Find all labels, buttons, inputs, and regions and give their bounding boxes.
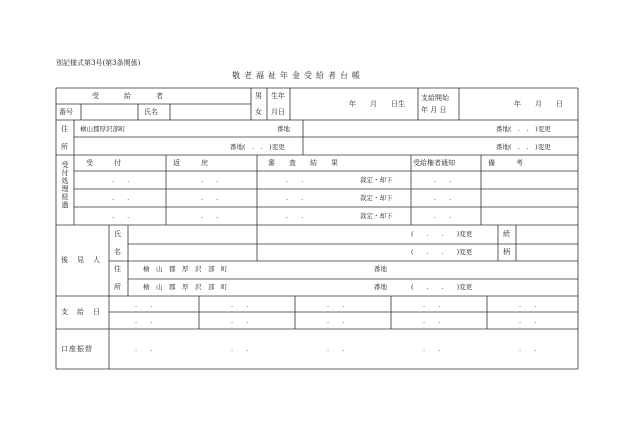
guardian-relation-label: 続 (503, 230, 510, 238)
processing-row-1-received-date: . . (112, 176, 130, 184)
birth-date-value: 年 月 日生 (349, 100, 405, 108)
transfer-date-5: . . (519, 345, 537, 353)
processing-header-received: 受 付 (86, 159, 121, 167)
address-town: 檜山郡厚沢部町 (80, 125, 126, 133)
birth-label-2: 月日 (271, 108, 285, 116)
guardian-name-change-2: ( . . )変更 (411, 248, 473, 256)
guardian-address-town-2: 檜 山 郡 厚 沢 部 町 (143, 283, 228, 291)
processing-row-2-result-date: . . (286, 194, 304, 202)
payment-date-5: . . (519, 301, 537, 309)
address-change-1: 番地( . . )変更 (496, 125, 551, 133)
payment-date-9: . . (423, 317, 441, 325)
guardian-name-label: 氏 (114, 230, 121, 238)
processing-row-3-received-date: . . (112, 212, 130, 220)
address-label: 住 (61, 125, 68, 133)
processing-row-3-result-date: . . (286, 212, 304, 220)
guardian-address-change: ( . . )変更 (411, 283, 473, 291)
name-label: 氏名 (144, 108, 158, 116)
account-transfer-label: 口座振替 (61, 345, 93, 353)
guardian-label: 後 見 人 (61, 256, 101, 264)
start-date-label: 支給開始 (421, 94, 449, 102)
payment-date-2: . . (231, 301, 249, 309)
form-title: 敬老福祉年金受給者台帳 (232, 71, 364, 80)
guardian-address-banchi-2: 番地 (374, 283, 387, 291)
payment-date-8: . . (327, 317, 345, 325)
payment-date-7: . . (231, 317, 249, 325)
processing-row-2-returned-date: . . (201, 194, 219, 202)
guardian-relation-label-2: 柄 (503, 248, 510, 256)
sex-male-label: 男 (255, 92, 262, 100)
processing-header-returned: 返 戻 (173, 159, 208, 167)
processing-row-1-result: 裁定・却下 (360, 176, 393, 184)
transfer-date-4: . . (423, 345, 441, 353)
processing-row-1-result-date: . . (286, 176, 304, 184)
guardian-address-label-2: 所 (114, 283, 121, 291)
guardian-name-label-2: 名 (114, 248, 121, 256)
payment-date-3: . . (327, 301, 345, 309)
transfer-date-1: . . (135, 345, 153, 353)
processing-row-2-result: 裁定・却下 (360, 194, 393, 202)
payment-day-label: 支 給 日 (61, 308, 101, 316)
payment-date-10: . . (519, 317, 537, 325)
number-label: 番号 (59, 108, 73, 116)
processing-row-2-received-date: . . (112, 194, 130, 202)
processing-row-3-notice-date: . . (434, 212, 452, 220)
payment-date-1: . . (135, 301, 153, 309)
processing-row-2-notice-date: . . (434, 194, 452, 202)
form-number: 別記様式第3号(第3条関係) (56, 59, 141, 67)
processing-row-3-result: 裁定・却下 (360, 212, 393, 220)
address-change-2: 番地( . . )変更 (230, 143, 285, 151)
start-date-value: 年 月 日 (514, 100, 563, 108)
transfer-date-3: . . (327, 345, 345, 353)
processing-row-1-notice-date: . . (434, 176, 452, 184)
transfer-date-2: . . (231, 345, 249, 353)
processing-row-3-returned-date: . . (201, 212, 219, 220)
birth-label: 生年 (271, 92, 285, 100)
processing-header-notice: 受給権者通知 (413, 159, 455, 167)
processing-side-label: 受付処理経過 (61, 161, 69, 209)
payment-date-4: . . (423, 301, 441, 309)
guardian-name-change-1: ( . . )変更 (411, 230, 473, 238)
processing-header-result: 審 査 結 果 (268, 159, 338, 167)
guardian-address-label: 住 (114, 265, 121, 273)
guardian-address-town-1: 檜 山 郡 厚 沢 部 町 (143, 265, 228, 273)
address-banchi: 番地 (277, 125, 290, 133)
start-date-label-2: 年 月 日 (421, 106, 447, 114)
recipient-header: 受 給 者 (92, 92, 164, 100)
processing-header-remarks: 備 考 (488, 159, 523, 167)
sex-female-label: 女 (255, 108, 262, 116)
address-change-3: 番地( . . )変更 (496, 143, 551, 151)
address-label-2: 所 (61, 143, 68, 151)
processing-row-1-returned-date: . . (201, 176, 219, 184)
payment-date-6: . . (135, 317, 153, 325)
guardian-address-banchi-1: 番地 (374, 265, 387, 273)
